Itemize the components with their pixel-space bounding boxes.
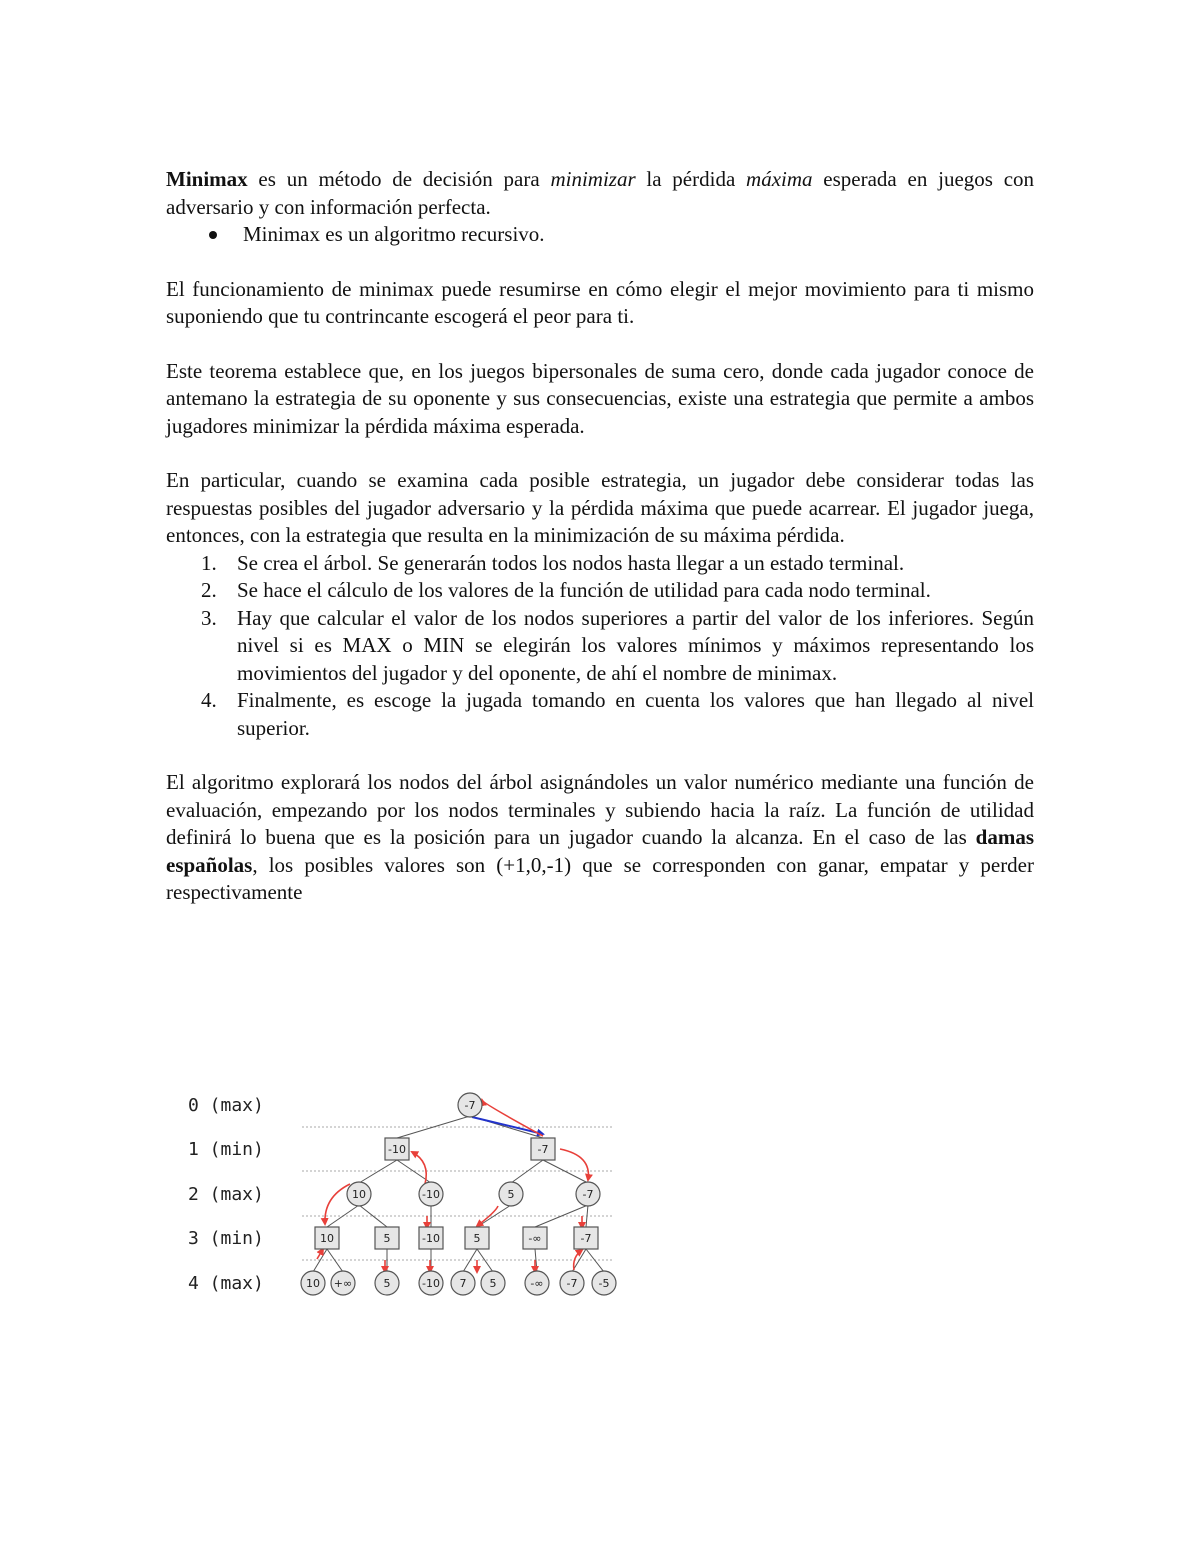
node-value: 5 (507, 1188, 515, 1201)
minimax-tree-diagram (180, 1088, 620, 1298)
node-value: -∞ (530, 1277, 544, 1290)
paragraph-particular: En particular, cuando se examina cada posible estrategia, un jugador debe considerar todas las respuestas posibles del jugador adversario y la pérdida máxima que puede acarrear. El jugador juega, entonces, con la estrategia que resulta en la minimización de su máxima pérdida. (166, 468, 1034, 547)
list-item: 1. Se crea el árbol. Se generarán todos los nodos hasta llegar a un estado terminal. (201, 550, 905, 575)
node-value: -10 (422, 1277, 440, 1290)
node-value: -10 (388, 1143, 406, 1156)
intro-em-minimizar: minimizar (550, 167, 636, 191)
level-label: 3 (min) (188, 1228, 264, 1249)
tree-edge (327, 1249, 343, 1272)
list-item: 2. Se hace el cálculo de los valores de la función de utilidad para cada nodo terminal. (201, 578, 931, 602)
list-item: 3. Hay que calcular el valor de los nodos superiores a partir del valor de los inferiores. Según nivel si es MAX o MIN se elegirán los valores mínimos y máximos representando los movimientos del jugador y del oponente, de ahí el nombre de minimax. (201, 605, 1034, 685)
propagation-arrow (482, 1100, 543, 1136)
node-value: 7 (459, 1277, 467, 1290)
node-value: 5 (383, 1232, 391, 1245)
node-value: -7 (566, 1277, 578, 1290)
level-label: 1 (min) (188, 1139, 264, 1160)
node-value: -7 (580, 1232, 592, 1245)
paragraph-funcionamiento: El funcionamiento de minimax puede resumirse en cómo elegir el mejor movimiento para ti mismo suponiendo que tu contrincante escogerá el peor para ti. (166, 276, 1034, 328)
node-value: -10 (422, 1188, 440, 1201)
paragraph-teorema: Este teorema establece que, en los juegos bipersonales de suma cero, donde cada jugador conoce de antemano la estrategia de su oponente y sus consecuencias, existe una estrategia que permite a ambos jugadores minimizar la pérdida máxima esperada. (166, 358, 1034, 438)
list-item: 4. Finalmente, es escoge la jugada tomando en cuenta los valores que han llegado al nivel superior. (201, 688, 1034, 740)
paragraph-algoritmo: El algoritmo explorará los nodos del árbol asignándoles un valor numérico mediante una función de evaluación, empezando por los nodos terminales y subiendo hacia la raíz. La función de utilidad definirá lo buena que es la posición para un jugador cuando la alcanza. En el caso de las damas españolas, los posibles valores son (+1,0,-1) que se corresponden con ganar, empatar y perder respectivamente (166, 770, 1034, 904)
tree-edge (543, 1160, 588, 1183)
node-value: -7 (582, 1188, 594, 1201)
propagation-arrow (325, 1184, 350, 1224)
node-value: 5 (383, 1277, 391, 1290)
node-value: -10 (422, 1232, 440, 1245)
level-label: 4 (max) (188, 1273, 264, 1294)
document-body (166, 166, 1034, 907)
level-label: 2 (max) (188, 1184, 264, 1205)
minimax-tree-svg (180, 1088, 620, 1298)
bullet-list (166, 221, 1034, 249)
steps-list (166, 550, 1034, 743)
node-value: -5 (598, 1277, 610, 1290)
bullet-dot-icon (209, 231, 217, 239)
level-label: 0 (max) (188, 1095, 264, 1116)
node-value: 10 (352, 1188, 366, 1201)
node-value: -∞ (528, 1232, 542, 1245)
node-value: +∞ (333, 1277, 353, 1290)
node-value: -7 (464, 1099, 476, 1112)
bold-damas: damas españolas (166, 825, 1034, 877)
intro-paragraph: Minimax es un método de decisión para minimizar la pérdida máxima esperada en juegos con adversario y con información perfecta. (166, 167, 1035, 219)
propagation-arrow (412, 1152, 426, 1184)
intro-em-maxima: máxima (746, 167, 813, 191)
node-value: -7 (537, 1143, 549, 1156)
node-value: 5 (489, 1277, 497, 1290)
propagation-arrow (560, 1149, 588, 1180)
node-value: 10 (306, 1277, 320, 1290)
node-value: 10 (320, 1232, 334, 1245)
bullet-item: Minimax es un algoritmo recursivo. (166, 221, 1034, 249)
tree-edge (586, 1249, 604, 1272)
node-value: 5 (473, 1232, 481, 1245)
best-path-edge (472, 1117, 543, 1134)
intro-term: Minimax (166, 167, 248, 191)
